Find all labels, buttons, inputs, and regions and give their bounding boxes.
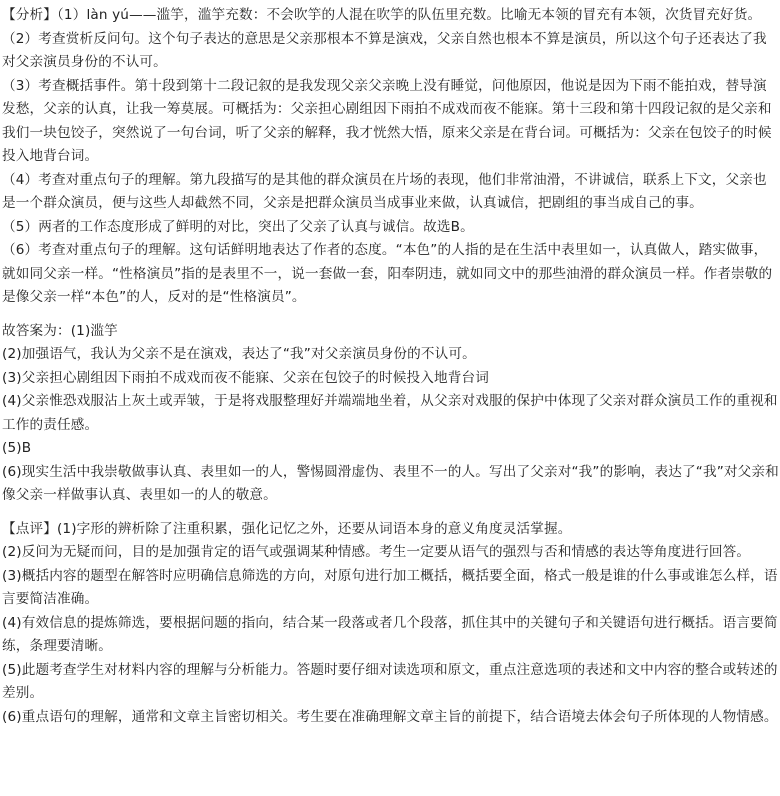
answer-paragraph-6: (6)现实生活中我崇敬做事认真、表里如一的人，警惕圆滑虚伪、表里不一的人。写出了父亲对“我”的影响，表达了“我”对父亲和像父亲一样做事认真、表里如一的人的敬意。	[2, 463, 779, 503]
analysis-section	[2, 4, 780, 310]
analysis-paragraph-6: （6）考查对重点句子的理解。这句话鲜明地表达了作者的态度。“本色”的人指的是在生活中表里如一，认真做人，踏实做事，就如同父亲一样。“性格演员”指的是表里不一，说一套做一套，阳奉阴违，就如同文中的那些油滑的群众演员一样。作者崇敬的是像父亲一样“本色”的人，反对的是“性格演员”。	[2, 242, 773, 305]
answer-paragraph-5: (5)B	[2, 440, 32, 456]
analysis-paragraph-2: （2）考查赏析反问句。这个句子表达的意思是父亲那根本不算是演戏，父亲自然也根本不算是演员，所以这个句子还表达了我对父亲演员身份的不认可。	[2, 30, 767, 70]
comment-paragraph-2: (2)反问为无疑而问，目的是加强肯定的语气或强调某种情感。考生一定要从语气的强烈与否和情感的表达等角度进行回答。	[2, 544, 751, 560]
answer-paragraph-1: 故答案为：(1)滥竽	[2, 322, 118, 339]
analysis-paragraph-5: （5）两者的工作态度形成了鲜明的对比，突出了父亲了认真与诚信。故选B。	[2, 218, 474, 235]
analysis-paragraph-3: （3）考查概括事件。第十段到第十二段记叙的是我发现父亲父亲晚上没有睡觉，问他原因，他说是因为下雨不能拍戏，替导演发愁，父亲的认真，让我一筹莫展。可概括为：父亲担心剧组因下雨拍不成戏而夜不能寐。第十三段和第十四段记叙的是父亲和我们一块包饺子，突然说了一句台词，听了父亲的解释，我才恍然大悟，原来父亲是在背台词。可概括为：父亲在包饺子的时候投入地背台词。	[2, 77, 772, 164]
comment-section	[2, 518, 780, 730]
comment-paragraph-6: (6)重点语句的理解，通常和文章主旨密切相关。考生要在准确理解文章主旨的前提下，结合语境去体会句子所体现的人物情感。	[2, 708, 778, 725]
answer-paragraph-4: (4)父亲惟恐戏服沾上灰土或弄皱，于是将戏服整理好并端端地坐着，从父亲对戏服的保护中体现了父亲对群众演员工作的重视和工作的责任感。	[2, 393, 778, 433]
answer-paragraph-2: (2)加强语气，我认为父亲不是在演戏，表达了“我”对父亲演员身份的不认可。	[2, 346, 476, 362]
comment-paragraph-1: 【点评】(1)字形的辨析除了注重积累，强化记忆之外，还要从词语本身的意义角度灵活掌握。	[2, 520, 572, 537]
answer-paragraph-3: (3)父亲担心剧组因下雨拍不成戏而夜不能寐、父亲在包饺子的时候投入地背台词	[2, 369, 489, 386]
comment-paragraph-5: (5)此题考查学生对材料内容的理解与分析能力。答题时要仔细对读选项和原文，重点注意选项的表述和文中内容的整合或转述的差别。	[2, 661, 778, 701]
section-spacer	[2, 508, 780, 518]
section-spacer	[2, 310, 780, 320]
analysis-paragraph-4: （4）考查对重点句子的理解。第九段描写的是其他的群众演员在片场的表现，他们非常油滑，不讲诚信，联系上下文，父亲也是一个群众演员，便与这些人却截然不同，父亲是把群众演员当成事业来做，认真诚信，把剧组的事当成自己的事。	[2, 171, 767, 211]
comment-paragraph-4: (4)有效信息的提炼筛选，要根据问题的指向，结合某一段落或者几个段落，抓住其中的关键句子和关键语句进行概括。语言要简练，条理要清晰。	[2, 614, 778, 654]
analysis-paragraph-1: 【分析】（1）làn yú——滥竽，滥竽充数：不会吹竽的人混在吹竽的队伍里充数。比喻无本领的冒充有本领，次货冒充好货。	[2, 7, 762, 23]
comment-paragraph-3: (3)概括内容的题型在解答时应明确信息筛选的方向，对原句进行加工概括，概括要全面，格式一般是谁的什么事或谁怎么样，语言要简洁准确。	[2, 567, 778, 607]
answer-section	[2, 320, 780, 508]
